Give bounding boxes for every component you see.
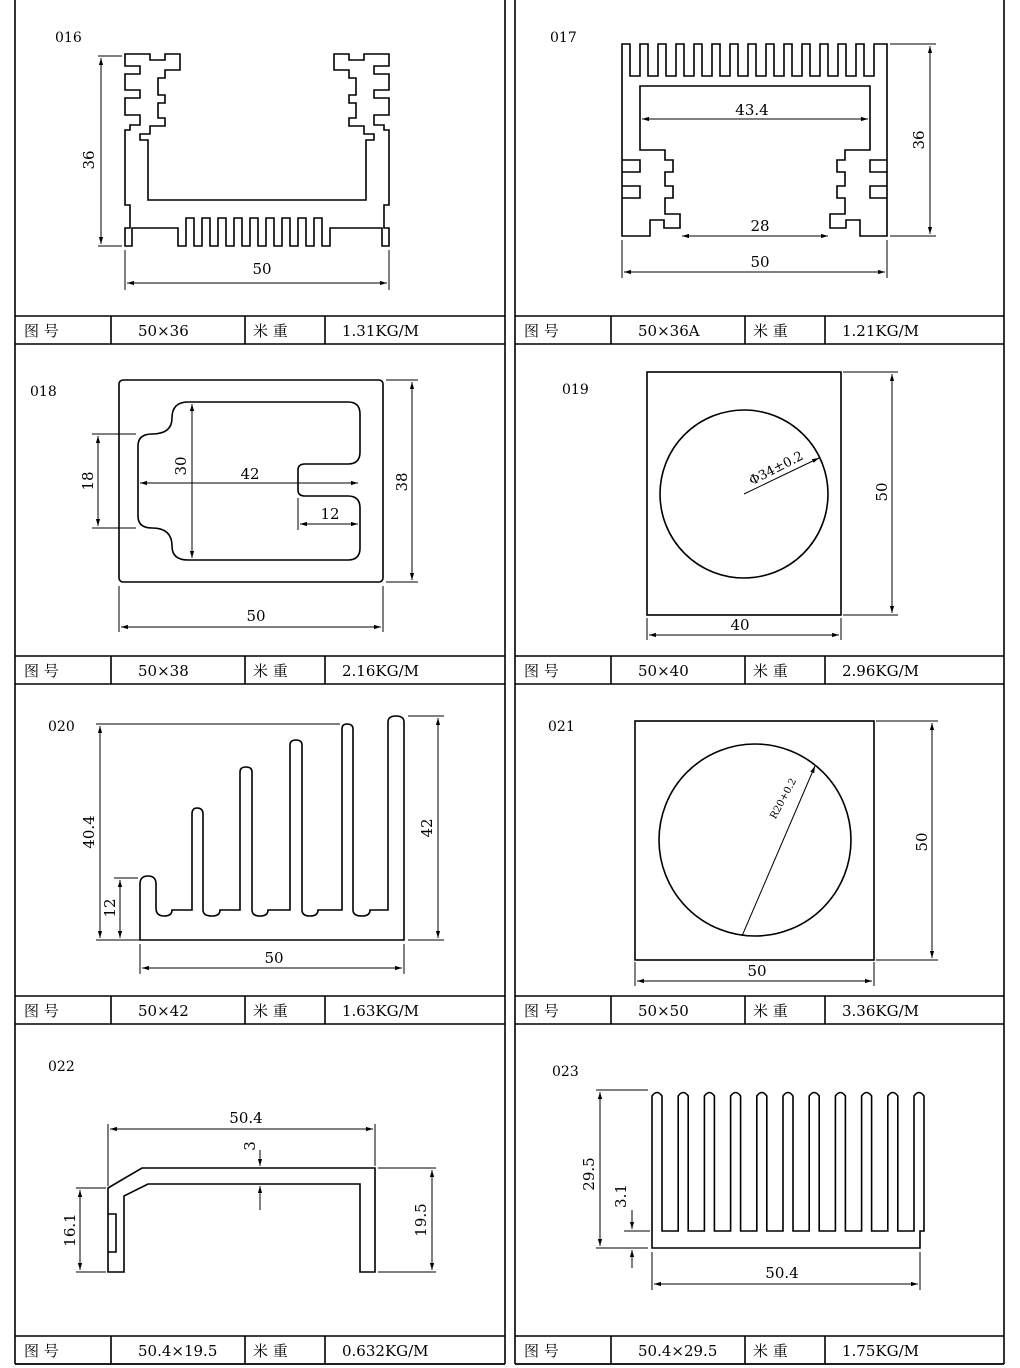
dim-020-h2: 12 <box>101 898 119 918</box>
panel-023 <box>552 1064 924 1290</box>
sheet-grid <box>15 0 1004 1364</box>
dim-021-r: R20+0.2 <box>768 776 800 822</box>
title-row-018 <box>15 656 505 684</box>
dim-020-h1: 40.4 <box>80 815 98 849</box>
dim-022-t: 3 <box>241 1141 259 1151</box>
title-row-022 <box>15 1336 505 1364</box>
weight-value-016: 1.31KG/M <box>342 322 419 340</box>
size-value-020: 50×42 <box>138 1002 189 1020</box>
dim-017-height: 36 <box>910 130 928 150</box>
dim-020-width: 50 <box>264 949 284 967</box>
dim-022-height: 19.5 <box>412 1203 430 1237</box>
panel-022 <box>48 1059 436 1272</box>
weight-value-022: 0.632KG/M <box>342 1342 429 1360</box>
panel-017 <box>550 30 936 278</box>
weight-label-017: 米 重 <box>753 322 788 340</box>
dim-022-width: 50.4 <box>229 1109 263 1127</box>
title-row-016 <box>15 316 505 344</box>
drawing-no-label-018: 图 号 <box>24 662 59 680</box>
dim-023-width: 50.4 <box>765 1264 799 1282</box>
title-row-017 <box>515 316 1004 344</box>
dim-022-h1: 16.1 <box>61 1213 79 1247</box>
weight-label-016: 米 重 <box>253 322 288 340</box>
drawing-no-label-023: 图 号 <box>524 1342 559 1360</box>
title-row-020 <box>15 996 505 1024</box>
drawing-no-label-019: 图 号 <box>524 662 559 680</box>
dim-018-a: 18 <box>79 471 97 491</box>
dim-018-width: 50 <box>246 607 266 625</box>
dim-019-dia: Φ34±0.2 <box>746 448 807 489</box>
dim-018-c: 42 <box>240 465 260 483</box>
panel-019-id: 019 <box>562 382 589 398</box>
size-value-021: 50×50 <box>638 1002 689 1020</box>
panel-020-id: 020 <box>48 719 75 735</box>
drawing-no-label-021: 图 号 <box>524 1002 559 1020</box>
panel-022-id: 022 <box>48 1059 75 1075</box>
size-value-016: 50×36 <box>138 322 189 340</box>
weight-value-020: 1.63KG/M <box>342 1002 419 1020</box>
size-value-019: 50×40 <box>638 662 689 680</box>
size-value-022: 50.4×19.5 <box>138 1342 218 1360</box>
panel-017-id: 017 <box>550 30 577 46</box>
title-row-019 <box>515 656 1004 684</box>
title-row-023 <box>515 1336 1004 1364</box>
panel-019 <box>562 372 898 640</box>
panel-016 <box>55 30 389 290</box>
weight-label-022: 米 重 <box>253 1342 288 1360</box>
panel-021 <box>548 719 938 986</box>
panel-018 <box>30 380 418 632</box>
size-value-018: 50×38 <box>138 662 189 680</box>
dim-017-bottom: 28 <box>750 217 770 235</box>
size-value-023: 50.4×29.5 <box>638 1342 718 1360</box>
dim-017-width: 50 <box>750 253 770 271</box>
weight-value-019: 2.96KG/M <box>842 662 919 680</box>
dim-019-width: 40 <box>730 616 750 634</box>
weight-value-018: 2.16KG/M <box>342 662 419 680</box>
dim-018-height: 38 <box>393 472 411 492</box>
panel-021-id: 021 <box>548 719 575 735</box>
dim-023-height: 29.5 <box>580 1157 598 1191</box>
weight-label-020: 米 重 <box>253 1002 288 1020</box>
size-value-017: 50×36A <box>638 322 700 340</box>
dim-021-height: 50 <box>913 832 931 852</box>
weight-label-023: 米 重 <box>753 1342 788 1360</box>
panel-020 <box>48 716 444 974</box>
dim-017-top: 43.4 <box>735 101 769 119</box>
drawing-no-label-017: 图 号 <box>524 322 559 340</box>
panel-018-id: 018 <box>30 384 57 400</box>
drawing-no-label-022: 图 号 <box>24 1342 59 1360</box>
dim-018-d: 12 <box>320 505 340 523</box>
drawing-no-label-020: 图 号 <box>24 1002 59 1020</box>
weight-label-021: 米 重 <box>753 1002 788 1020</box>
weight-label-019: 米 重 <box>753 662 788 680</box>
dim-016-height: 36 <box>80 150 98 170</box>
weight-value-021: 3.36KG/M <box>842 1002 919 1020</box>
weight-value-017: 1.21KG/M <box>842 322 919 340</box>
dim-019-height: 50 <box>873 482 891 502</box>
dim-021-width: 50 <box>747 962 767 980</box>
weight-value-023: 1.75KG/M <box>842 1342 919 1360</box>
panel-016-id: 016 <box>55 30 82 46</box>
panel-023-id: 023 <box>552 1064 579 1080</box>
title-row-021 <box>515 996 1004 1024</box>
drawing-no-label-016: 图 号 <box>24 322 59 340</box>
dim-016-width: 50 <box>252 260 272 278</box>
dim-020-height: 42 <box>418 818 436 838</box>
weight-label-018: 米 重 <box>253 662 288 680</box>
dim-018-b: 30 <box>172 456 190 476</box>
dim-023-t: 3.1 <box>612 1184 630 1208</box>
